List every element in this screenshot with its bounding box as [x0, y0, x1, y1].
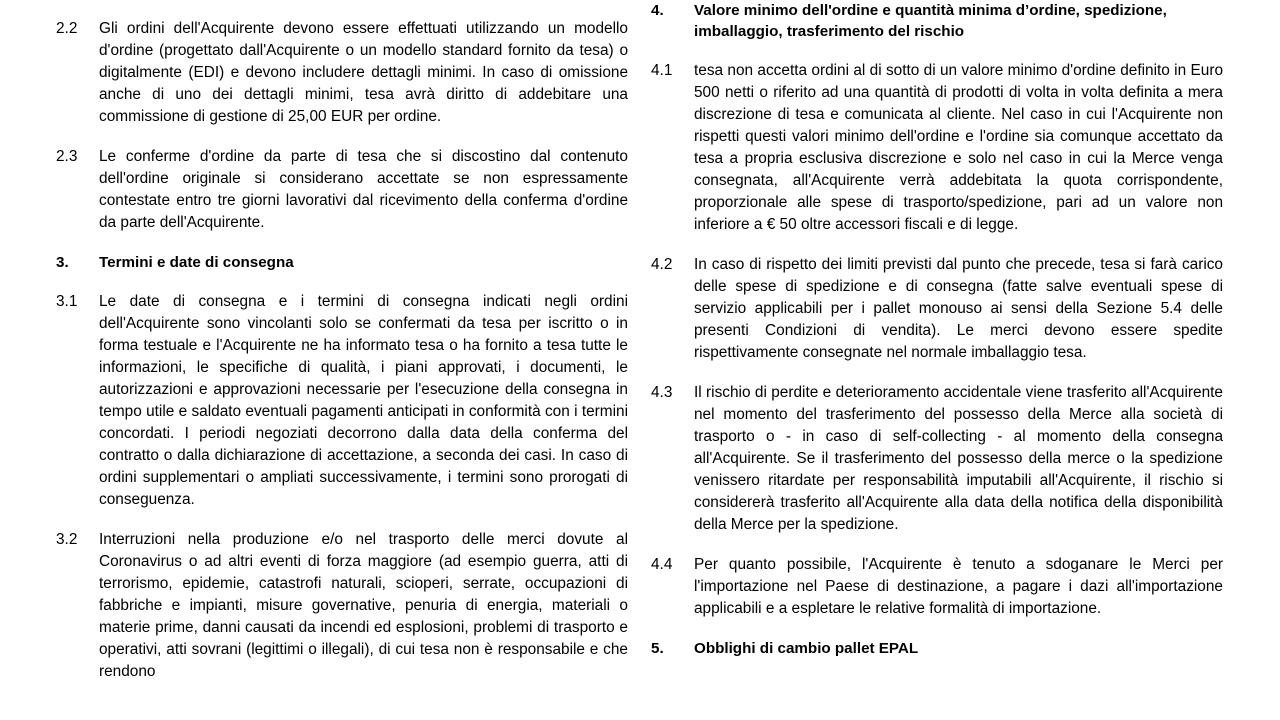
paragraph-2-3	[56, 146, 628, 234]
paragraph-4-4	[651, 554, 1223, 620]
section-title: Termini e date di consegna	[99, 254, 294, 271]
paragraph-2-2	[56, 18, 628, 128]
paragraph-number: 4.3	[651, 384, 673, 401]
section-title: Valore minimo dell'ordine e quantità minima d’ordine, spedizione, imballaggio, trasferimento del rischio	[694, 2, 1167, 40]
paragraph-number: 3.1	[56, 293, 78, 310]
paragraph-number: 2.3	[56, 148, 78, 165]
paragraph-text: Interruzioni nella produzione e/o nel trasporto delle merci dovute al Coronavirus o ad altri eventi di forza maggiore (ad esempio guerra, atti di terrorismo, epidemie, catastrofi naturali, scioperi, serrate, occupazioni di fabbriche e impianti, misure governative, penuria di energia, materiali o materie prime, danni causati da incendi ed esplosioni, problemi di trasporto e operativi, atti sovrani (legittimi o illegali), di cui tesa non è responsabile e che rendono	[99, 531, 628, 680]
section-number: 4.	[651, 2, 664, 19]
paragraph-3-2	[56, 529, 628, 683]
paragraph-text: tesa non accetta ordini al di sotto di un valore minimo d'ordine definito in Euro 500 netti o riferito ad una quantità di prodotti di volta in volta definita a mera discrezione di tesa e comunicata al cliente. Nel caso in cui l'Acquirente non rispetti questi valori minimo dell'ordine e l'ordine sia comunque accettato da tesa a propria esclusiva discrezione e solo nel caso in cui la Merce venga consegnata, all'Acquirente verrà addebitata la quota corrispondente, proporzionale alle spese di trasporto/spedizione, pari ad un valore non inferiore a € 50 oltre accessori fiscali e di legge.	[694, 62, 1223, 233]
paragraph-text: Per quanto possibile, l'Acquirente è tenuto a sdoganare le Merci per l'importazione nel Paese di destinazione, a pagare i dazi all'importazione applicabili e a espletare le relative formalità di importazione.	[694, 556, 1223, 617]
paragraph-text: Le conferme d'ordine da parte di tesa che si discostino dal contenuto dell'ordine originale si considerano accettate se non espressamente contestate entro tre giorni lavorativi dal ricevimento della conferma d'ordine da parte dell'Acquirente.	[99, 148, 628, 231]
paragraph-number: 2.2	[56, 20, 78, 37]
paragraph-text: Il rischio di perdite e deterioramento accidentale viene trasferito all'Acquirente nel momento del trasferimento del possesso della Merce alla società di trasporto o - in caso di self-collecting - al momento della consegna all'Acquirente. Se il trasferimento del possesso della merce o la spedizione venissero ritardate per responsabilità imputabili all'Acquirente, il rischio si considererà trasferito all'Acquirente alla data della notifica della disponibilità della Merce per la spedizione.	[694, 384, 1223, 533]
section-heading-5	[651, 638, 1223, 659]
paragraph-number: 4.4	[651, 556, 673, 573]
left-column	[56, 0, 628, 720]
paragraph-4-3	[651, 382, 1223, 536]
section-title: Obblighi di cambio pallet EPAL	[694, 640, 919, 657]
paragraph-number: 4.2	[651, 256, 673, 273]
right-column	[651, 0, 1223, 677]
paragraph-3-1	[56, 291, 628, 511]
paragraph-text: In caso di rispetto dei limiti previsti dal punto che precede, tesa si farà carico delle spese di spedizione e di consegna (fatte salve eventuali spese di servizio applicabili per i pallet monouso ai sensi della Sezione 5.4 delle presenti Condizioni di vendita). Le merci devono essere spedite rispettivamente consegnate nel normale imballaggio tesa.	[694, 256, 1223, 361]
section-number: 5.	[651, 640, 664, 657]
section-heading-3	[56, 252, 628, 273]
paragraph-text: Le date di consegna e i termini di consegna indicati negli ordini dell'Acquirente sono vincolanti solo se confermati da tesa per iscritto o in forma testuale e l'Acquirente ne ha informato tesa o ha fornito a tesa tutte le informazioni, le specifiche di qualità, i piani approvati, i documenti, le autorizzazioni e approvazioni necessarie per l'esecuzione della consegna in tempo utile e saldato eventuali pagamenti anticipati in conformità con i termini concordati. I periodi negoziati decorrono dalla data della conferma del contratto o dalla dichiarazione di accettazione, a seconda dei casi. In caso di ordini supplementari o ampliati successivamente, i termini sono prorogati di conseguenza.	[99, 293, 628, 508]
paragraph-text: Gli ordini dell'Acquirente devono essere effettuati utilizzando un modello d'ordine (progettato dall'Acquirente o un modello standard fornito da tesa) o digitalmente (EDI) e devono includere dettagli minimi. In caso di omissione anche di uno dei dettagli minimi, tesa avrà diritto di addebitare una commissione di gestione di 25,00 EUR per ordine.	[99, 20, 628, 125]
paragraph-number: 4.1	[651, 62, 673, 79]
paragraph-4-2	[651, 254, 1223, 364]
paragraph-number: 3.2	[56, 531, 78, 548]
section-heading-4	[651, 0, 1223, 42]
section-number: 3.	[56, 254, 69, 271]
paragraph-4-1	[651, 60, 1223, 236]
